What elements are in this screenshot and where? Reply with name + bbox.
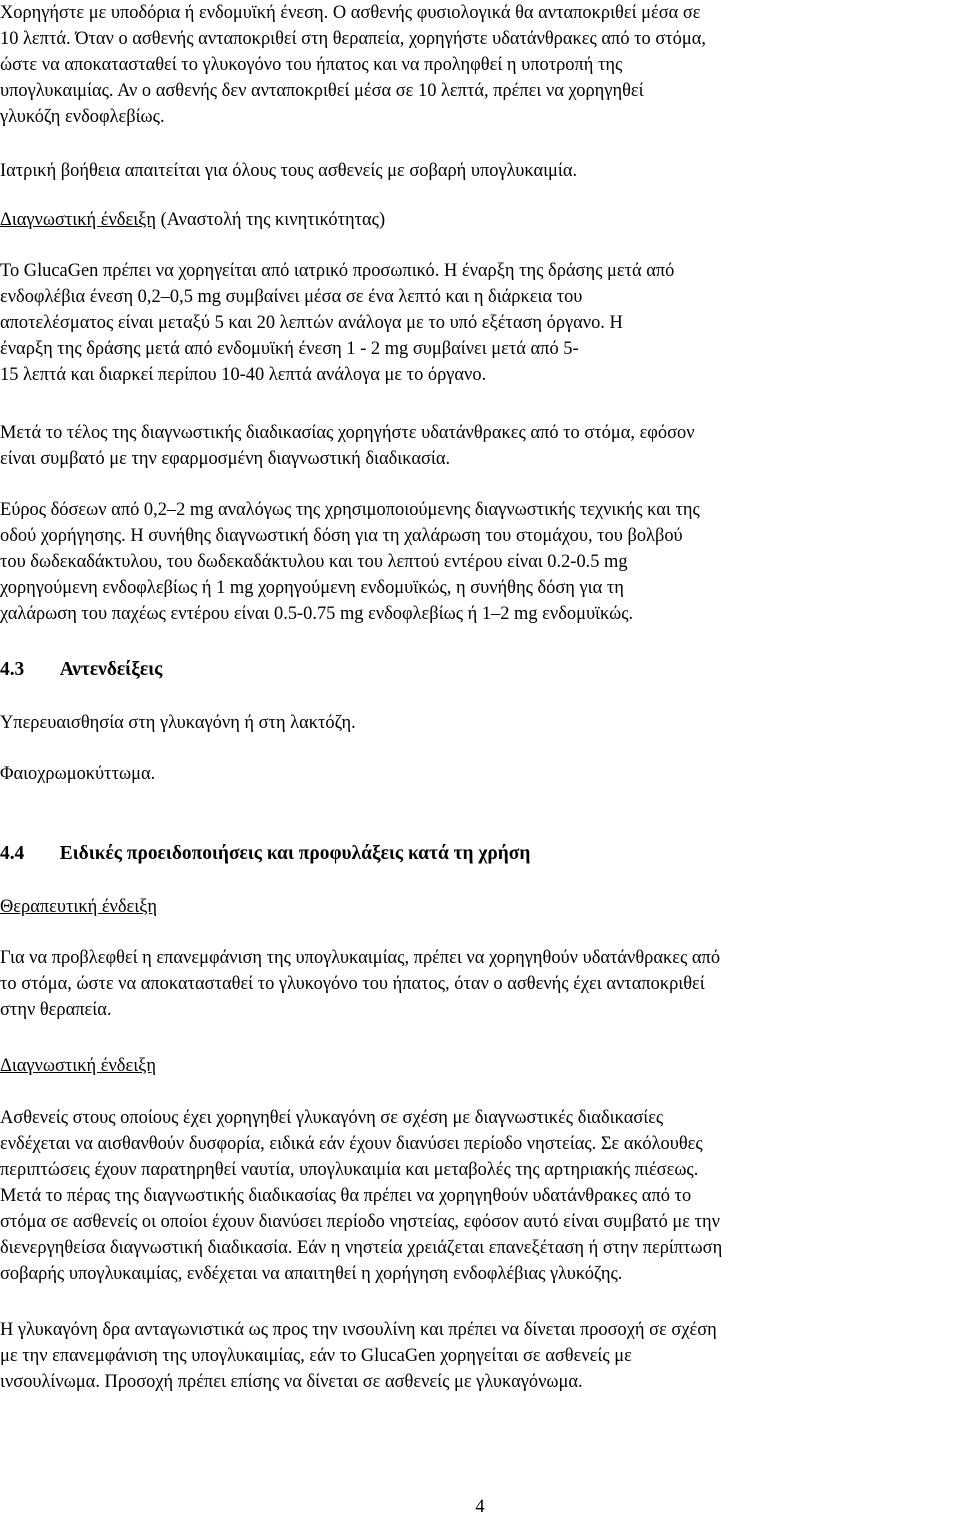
- contraindication-item: [0, 761, 960, 787]
- section-number: 4.4: [0, 843, 25, 864]
- text-line: οδού χορήγησης. Η συνήθης διαγνωστική δόση για τη χαλάρωση του στομάχου, του βολβού: [0, 526, 683, 546]
- text-line: Χορηγήστε με υποδόρια ή ενδομυϊκή ένεση. Ο ασθενής φυσιολογικά θα ανταποκριθεί μέσα σε: [0, 3, 701, 23]
- text-line: 10 λεπτά. Όταν ο ασθενής ανταποκριθεί στη θεραπεία, χορηγήστε υδατάνθρακες από το στόμα,: [0, 29, 706, 49]
- text-line: είναι συμβατό με την εφαρμοσμένη διαγνωστική διαδικασία.: [0, 449, 451, 469]
- text-line: ώστε να αποκατασταθεί το γλυκογόνο του ήπατος και να προληφθεί η υποτροπή της: [0, 55, 623, 75]
- text-line: Ασθενείς στους οποίους έχει χορηγηθεί γλυκαγόνη σε σχέση με διαγνωστικές διαδικασίες: [0, 1108, 664, 1128]
- text-line: με την επανεμφάνιση της υπογλυκαιμίας, εάν το GlucaGen χορηγείται σε ασθενείς με: [0, 1346, 632, 1366]
- insulinoma-paragraph: [0, 1317, 960, 1395]
- text-line: Φαιοχρωμοκύττωμα.: [0, 764, 156, 784]
- diagnostic-indication-heading: [0, 207, 960, 233]
- section-heading-4-3: [0, 657, 960, 683]
- text-line: Για να προβλεφθεί η επανεμφάνιση της υπογλυκαιμίας, πρέπει να χορηγηθούν υδατάνθρακες από: [0, 948, 721, 968]
- text-line: Υπερευαισθησία στη γλυκαγόνη ή στη λακτόζη.: [0, 713, 356, 733]
- section-number: 4.3: [0, 659, 25, 680]
- text-line: έναρξη της δράσης μετά από ενδομυϊκή ένεση 1 - 2 mg συμβαίνει μετά από 5-: [0, 339, 579, 359]
- onset-paragraph: [0, 258, 960, 388]
- diagnostic-paragraph: [0, 1105, 960, 1287]
- text-line: Μετά το πέρας της διαγνωστικής διαδικασίας θα πρέπει να χορηγηθούν υδατάνθρακες από το: [0, 1186, 692, 1206]
- text-line: ενδοφλέβια ένεση 0,2–0,5 mg συμβαίνει μέσα σε ένα λεπτό και η διάρκεια του: [0, 287, 583, 307]
- section-heading-4-4: [0, 841, 960, 867]
- subheading-rest: (Αναστολή της κινητικότητας): [155, 210, 386, 230]
- text-line: ινσουλίνωμα. Προσοχή πρέπει επίσης να δίνεται σε ασθενείς με γλυκαγόνωμα.: [0, 1372, 583, 1392]
- text-line: Εύρος δόσεων από 0,2–2 mg αναλόγως της χρησιμοποιούμενης διαγνωστικής τεχνικής και της: [0, 500, 700, 520]
- page-number: 4: [475, 1497, 485, 1517]
- section-title: Ειδικές προειδοποιήσεις και προφυλάξεις κατά τη χρήση: [59, 843, 531, 864]
- text-line: χαλάρωση του παχέως εντέρου είναι 0.5-0.75 mg ενδοφλεβίως ή 1–2 mg ενδομυϊκώς.: [0, 604, 634, 624]
- text-line: υπογλυκαιμίας. Αν ο ασθενής δεν ανταποκριθεί μέσα σε 10 λεπτά, πρέπει να χορηγηθεί: [0, 81, 644, 101]
- text-line: διενεργηθείσα διαγνωστική διαδικασία. Εάν η νηστεία χρειάζεται επανεξέταση ή στην περίπτωση: [0, 1238, 723, 1258]
- text-line: Ιατρική βοήθεια απαιτείται για όλους τους ασθενείς με σοβαρή υπογλυκαιμία.: [0, 161, 578, 181]
- subheading-underlined: Διαγνωστική ένδειξη: [0, 1056, 156, 1076]
- text-line: του δωδεκαδάκτυλου, του δωδεκαδάκτυλου και του λεπτού εντέρου είναι 0.2-0.5 mg: [0, 552, 628, 572]
- dose-range-paragraph: [0, 497, 960, 627]
- intro-paragraph: [0, 0, 960, 130]
- text-line: χορηγούμενη ενδοφλεβίως ή 1 mg χορηγούμενη ενδομυϊκώς, η συνήθης δόση για τη: [0, 578, 624, 598]
- subheading-underlined: Θεραπευτική ένδειξη: [0, 897, 158, 917]
- text-line: ενδέχεται να αισθανθούν δυσφορία, ειδικά εάν έχουν διανύσει περίοδο νηστείας. Σε ακόλουθες: [0, 1134, 703, 1154]
- text-line: αποτελέσματος είναι μεταξύ 5 και 20 λεπτών ανάλογα με το υπό εξέταση όργανο. Η: [0, 313, 623, 333]
- therapeutic-indication-heading: [0, 894, 960, 920]
- text-line: στην θεραπεία.: [0, 1000, 112, 1020]
- text-line: σοβαρής υπογλυκαιμίας, ενδέχεται να απαιτηθεί η χορήγηση ενδοφλέβιας γλυκόζης.: [0, 1264, 623, 1284]
- text-line: Μετά το τέλος της διαγνωστικής διαδικασίας χορηγήστε υδατάνθρακες από το στόμα, εφόσον: [0, 423, 695, 443]
- text-line: γλυκόζη ενδοφλεβίως.: [0, 107, 165, 127]
- therapeutic-paragraph: [0, 945, 960, 1023]
- after-procedure-paragraph: [0, 420, 960, 472]
- text-line: Η γλυκαγόνη δρα ανταγωνιστικά ως προς την ινσουλίνη και πρέπει να δίνεται προσοχή σε σχέση: [0, 1320, 717, 1340]
- subheading-underlined: Διαγνωστική ένδειξη: [0, 210, 156, 230]
- text-line: το στόμα, ώστε να αποκατασταθεί το γλυκογόνο του ήπατος, όταν ο ασθενής έχει ανταποκριθεί: [0, 974, 705, 994]
- diagnostic-indication-heading-2: [0, 1053, 960, 1079]
- text-line: περιπτώσεις έχουν παρατηρηθεί ναυτία, υπογλυκαιμία και μεταβολές της αρτηριακής πιέσεως.: [0, 1160, 699, 1180]
- section-title: Αντενδείξεις: [59, 659, 163, 680]
- text-line: στόμα σε ασθενείς οι οποίοι έχουν διανύσει περίοδο νηστείας, εφόσον αυτό είναι συμβατό με την: [0, 1212, 720, 1232]
- medical-help-paragraph: [0, 158, 960, 184]
- contraindication-item: [0, 710, 960, 736]
- text-line: Το GlucaGen πρέπει να χορηγείται από ιατρικό προσωπικό. Η έναρξη της δράσης μετά από: [0, 261, 675, 281]
- text-line: 15 λεπτά και διαρκεί περίπου 10-40 λεπτά ανάλογα με το όργανο.: [0, 365, 487, 385]
